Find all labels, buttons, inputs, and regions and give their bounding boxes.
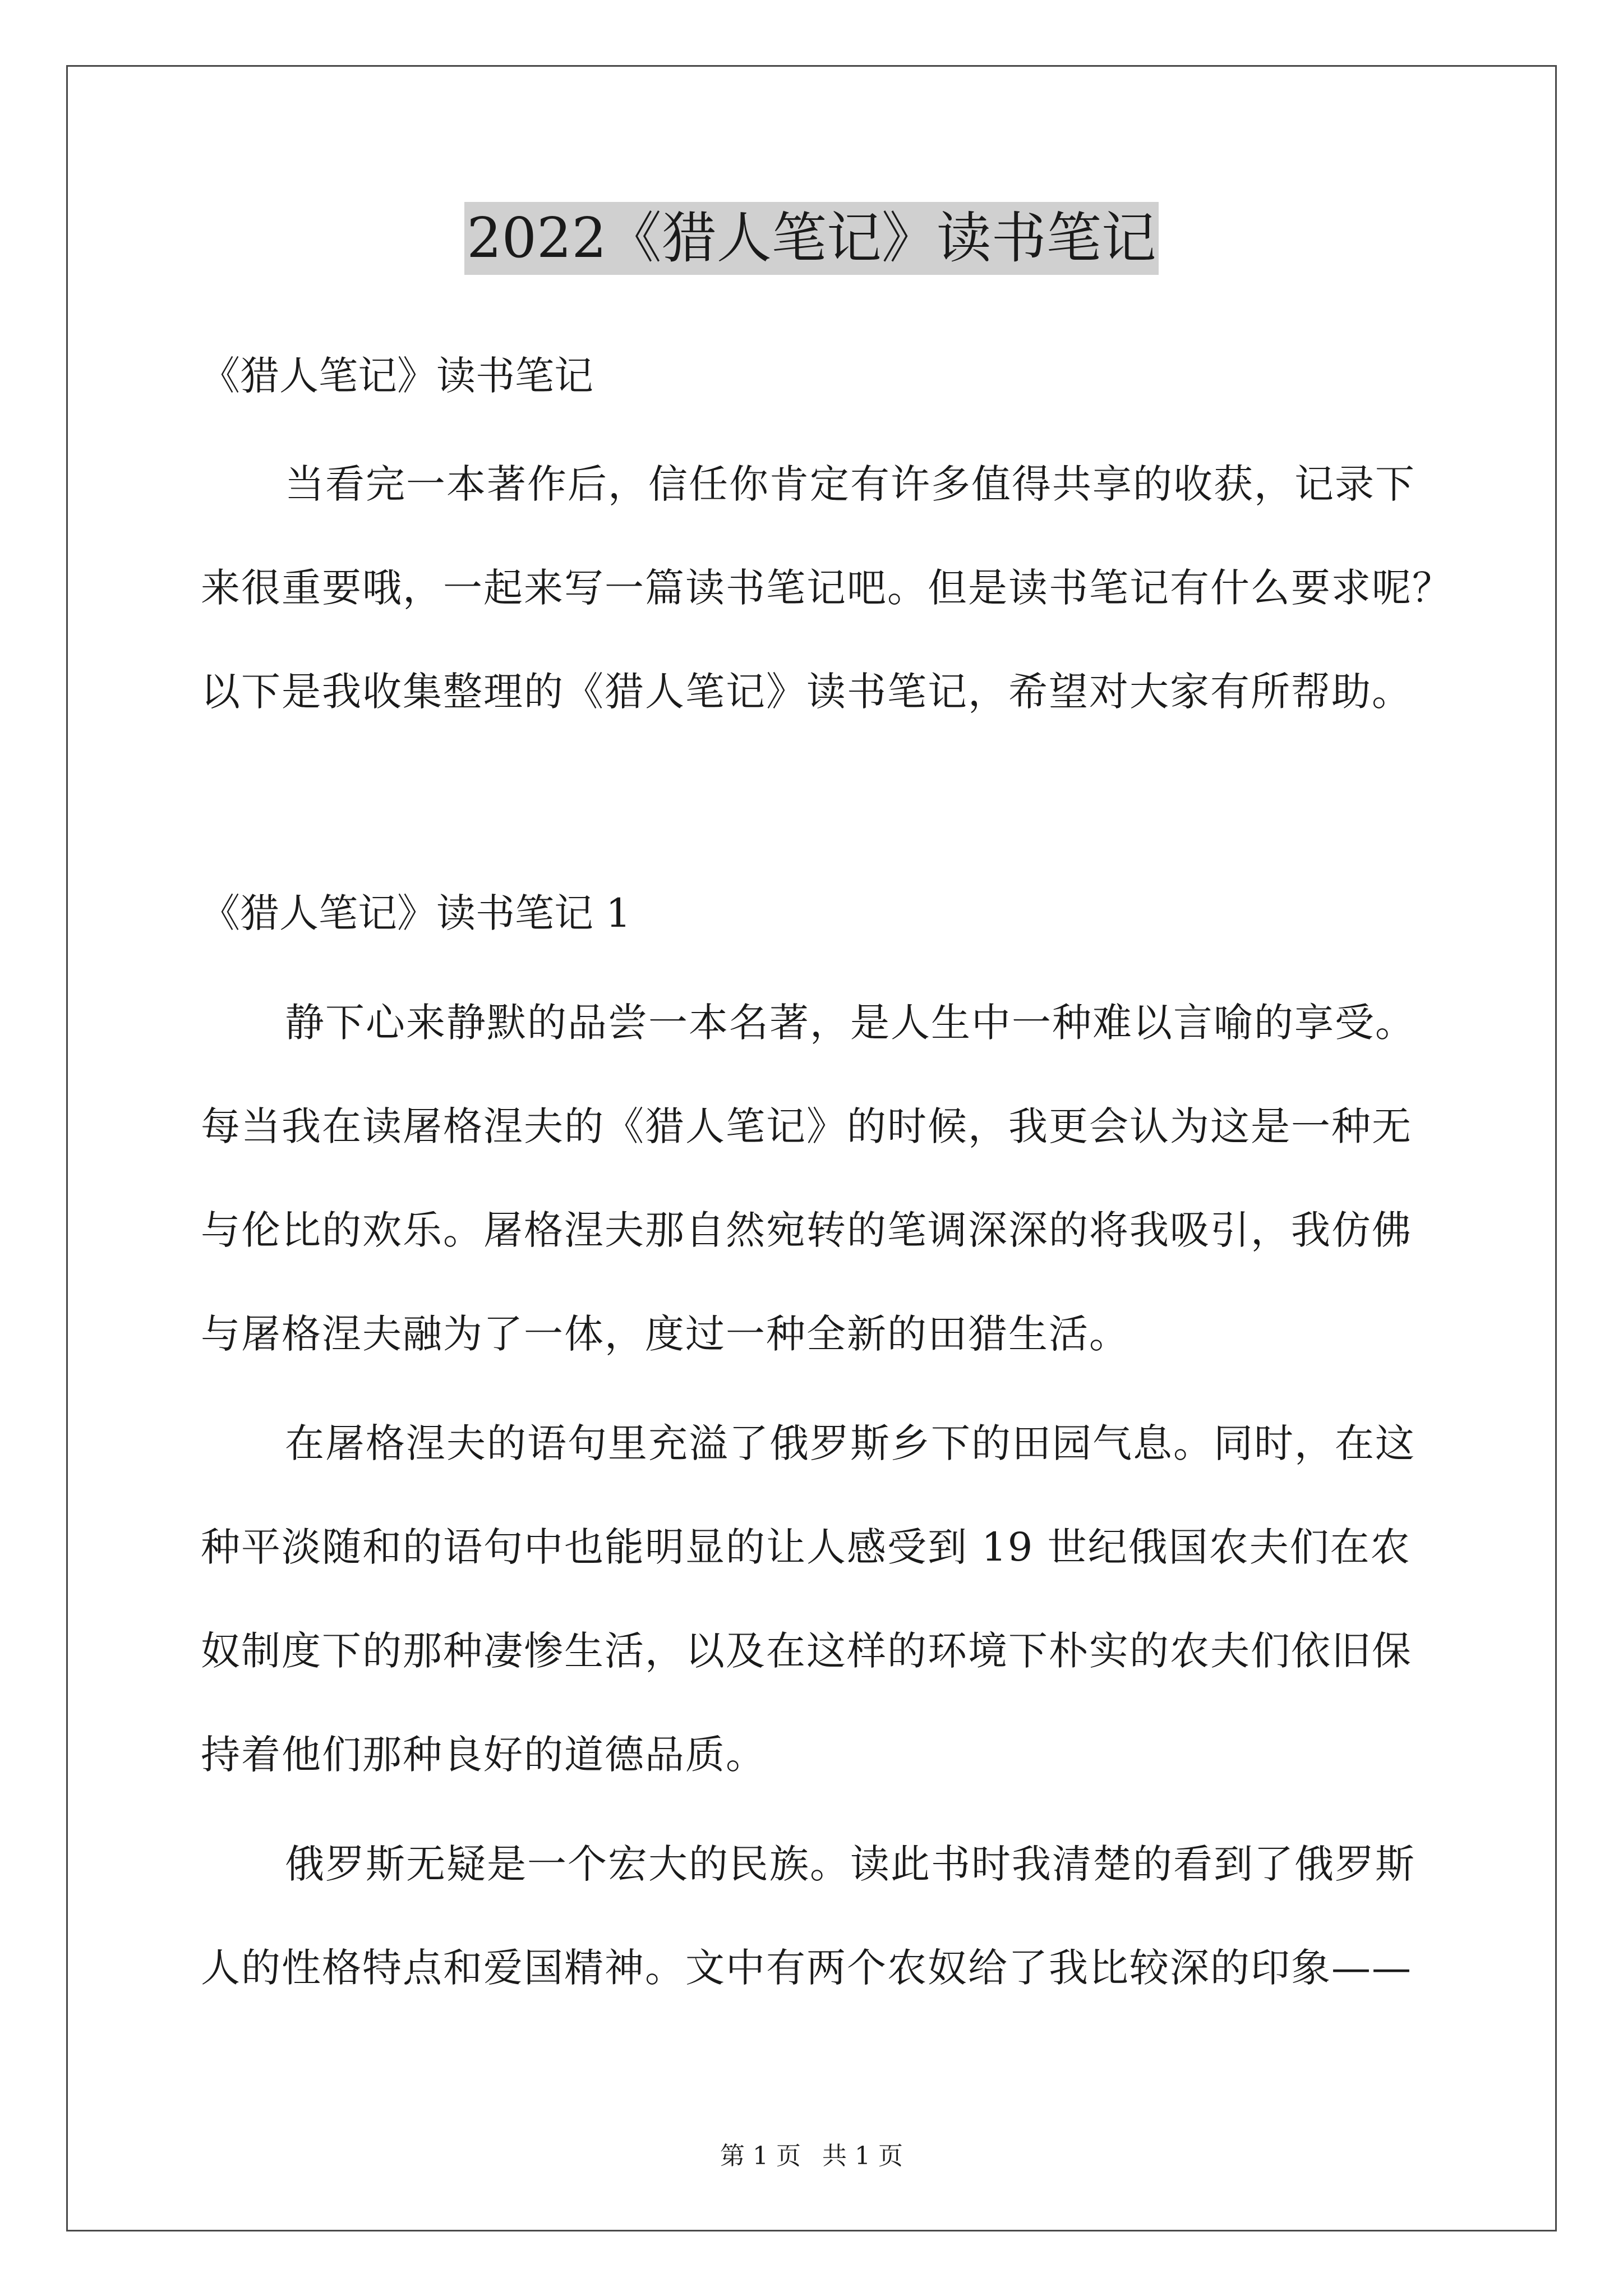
page-number-total: 共 1 页 [822, 2142, 903, 2170]
paragraph-1-line-2: 每当我在读屠格涅夫的《猎人笔记》的时候，我更会认为这是一种无 [201, 1103, 1412, 1149]
document-title: 2022《猎人笔记》读书笔记 [464, 202, 1158, 275]
intro-line-1: 当看完一本著作后，信任你肯定有许多值得共享的收获，记录下 [285, 461, 1415, 507]
intro-line-3: 以下是我收集整理的《猎人笔记》读书笔记，希望对大家有所帮助。 [201, 669, 1412, 715]
paragraph-2-line-2: 种平淡随和的语句中也能明显的让人感受到 19 世纪俄国农夫们在农 [201, 1524, 1411, 1570]
paragraph-2-line-3: 奴制度下的那种凄惨生活，以及在这样的环境下朴实的农夫们依旧保 [201, 1628, 1412, 1674]
section-1-heading: 《猎人笔记》读书笔记 1 [201, 890, 631, 936]
page-footer [0, 2139, 1623, 2173]
paragraph-3-line-2: 人的性格特点和爱国精神。文中有两个农奴给了我比较深的印象—— [201, 1945, 1412, 1991]
paragraph-1-line-1: 静下心来静默的品尝一本名著，是人生中一种难以言喻的享受。 [285, 1000, 1415, 1046]
title-container [0, 202, 1623, 275]
intro-heading: 《猎人笔记》读书笔记 [201, 353, 593, 399]
paragraph-3-line-1: 俄罗斯无疑是一个宏大的民族。读此书时我清楚的看到了俄罗斯 [285, 1841, 1415, 1887]
paragraph-1-line-4: 与屠格涅夫融为了一体，度过一种全新的田猎生活。 [201, 1311, 1129, 1357]
intro-line-2: 来很重要哦，一起来写一篇读书笔记吧。但是读书笔记有什么要求呢？ [201, 565, 1453, 611]
paragraph-2-line-4: 持着他们那种良好的道德品质。 [201, 1732, 766, 1778]
paragraph-2-line-1: 在屠格涅夫的语句里充溢了俄罗斯乡下的田园气息。同时，在这 [285, 1420, 1415, 1466]
page-number-current: 第 1 页 [720, 2142, 801, 2170]
paragraph-1-line-3: 与伦比的欢乐。屠格涅夫那自然宛转的笔调深深的将我吸引，我仿佛 [201, 1207, 1412, 1253]
